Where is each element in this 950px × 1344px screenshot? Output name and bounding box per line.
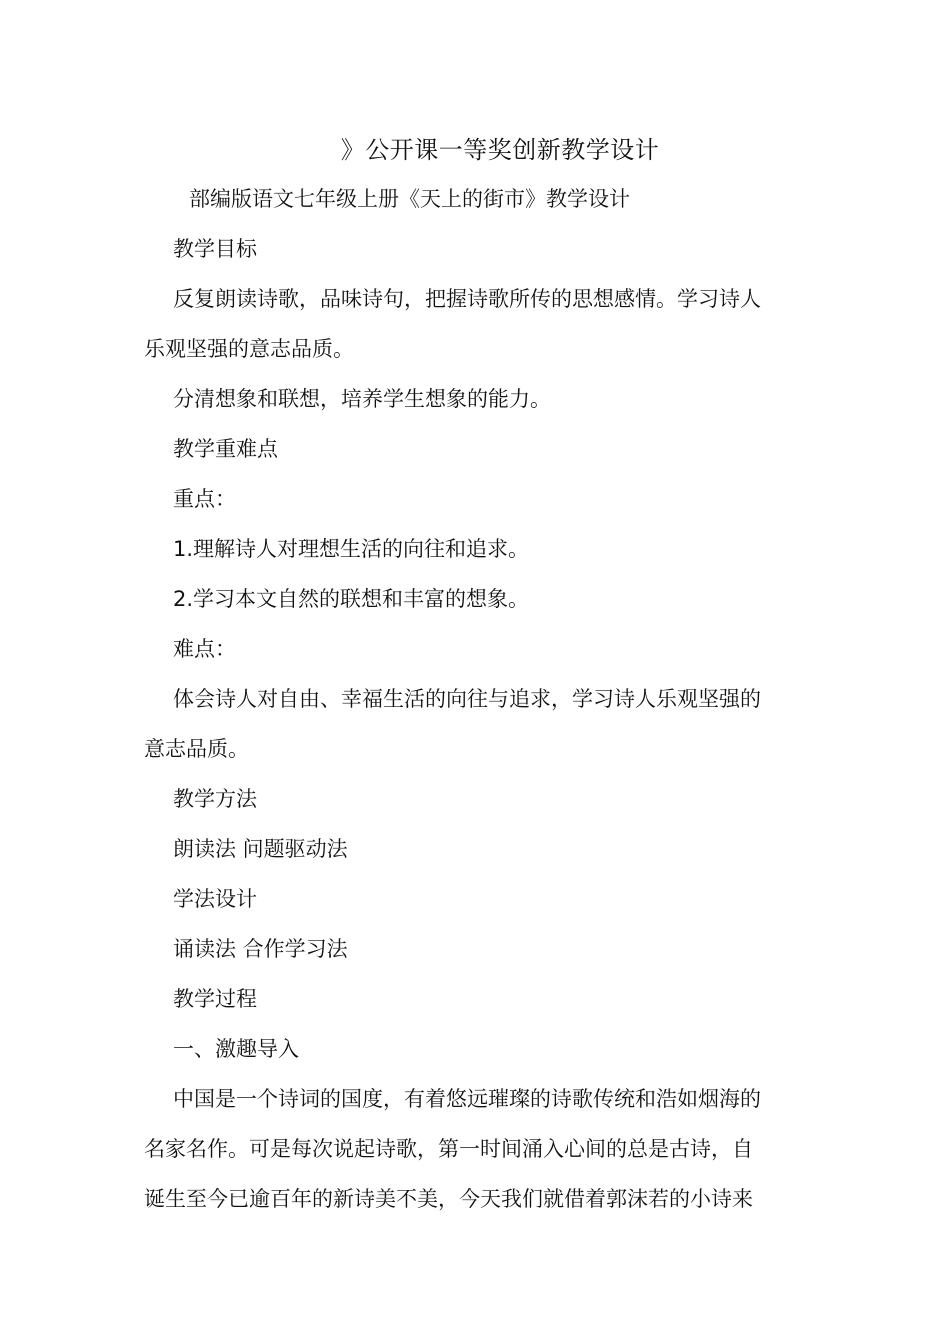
paragraph-line: 重点：: [173, 487, 236, 511]
paragraph-line: 意志品质。: [144, 737, 249, 761]
section-heading-goals: 教学目标: [173, 237, 257, 261]
subtitle: 部编版语文七年级上册《天上的街市》教学设计: [189, 187, 630, 211]
list-item: 1.理解诗人对理想生活的向往和追求。: [173, 537, 530, 561]
paragraph-line: 诞生至今已逾百年的新诗美不美，今天我们就借着郭沫若的小诗来: [144, 1187, 753, 1211]
paragraph-line: 反复朗读诗歌，品味诗句，把握诗歌所传的思想感情。学习诗人: [173, 287, 761, 311]
subsection-heading: 一、激趣导入: [173, 1037, 299, 1061]
list-item: 2.学习本文自然的联想和丰富的想象。: [173, 587, 530, 611]
section-heading-key-points: 教学重难点: [173, 437, 278, 461]
paragraph-line: 诵读法 合作学习法: [173, 937, 348, 961]
document-title: 》公开课一等奖创新教学设计: [340, 136, 660, 164]
paragraph-line: 名家名作。可是每次说起诗歌，第一时间涌入心间的总是古诗，自: [144, 1137, 753, 1161]
paragraph-line: 朗读法 问题驱动法: [173, 837, 348, 861]
section-heading-process: 教学过程: [173, 987, 257, 1011]
section-heading-study-design: 学法设计: [173, 887, 257, 911]
paragraph-line: 难点：: [173, 637, 236, 661]
paragraph-line: 体会诗人对自由、幸福生活的向往与追求，学习诗人乐观坚强的: [173, 687, 761, 711]
paragraph-line: 分清想象和联想，培养学生想象的能力。: [173, 387, 551, 411]
paragraph-line: 中国是一个诗词的国度，有着悠远璀璨的诗歌传统和浩如烟海的: [173, 1087, 761, 1111]
section-heading-methods: 教学方法: [173, 787, 257, 811]
paragraph-line: 乐观坚强的意志品质。: [144, 337, 354, 361]
